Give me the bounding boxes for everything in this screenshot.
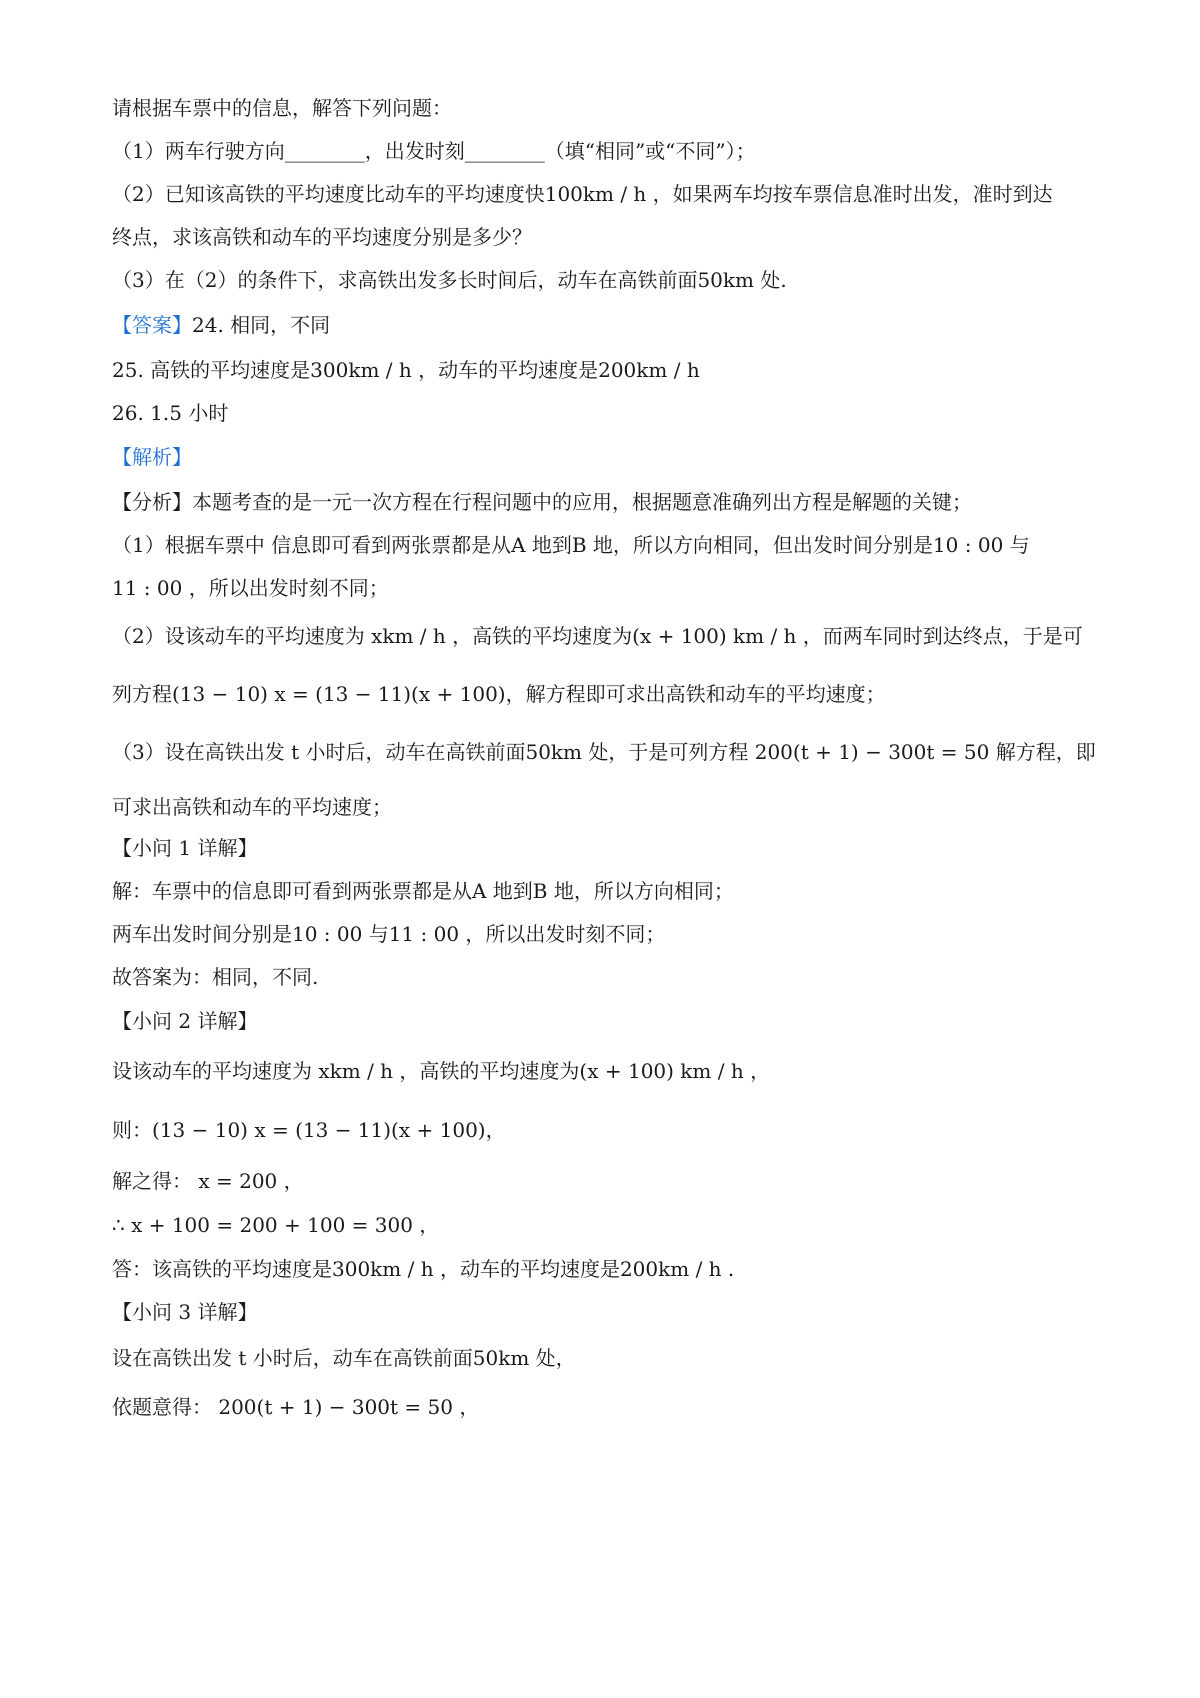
sub-question-3-heading: 【小问 3 详解】 xyxy=(112,1300,258,1324)
sub2-line-5: 答：该高铁的平均速度是300km / h ，动车的平均速度是200km / h . xyxy=(112,1257,735,1281)
analysis-1-cont: 11 : 00 ，所以出发时刻不同； xyxy=(112,576,389,600)
analysis-2: （2）设该动车的平均速度为 xkm / h ，高铁的平均速度为(x + 100) km / h ，而两车同时到达终点，于是可 xyxy=(112,624,1083,648)
sub-question-1-heading: 【小问 1 详解】 xyxy=(112,836,258,860)
answer-tag: 【答案】 xyxy=(112,313,192,337)
analysis-1: （1）根据车票中 信息即可看到两张票都是从A 地到B 地，所以方向相同，但出发时间分别是10 : 00 与 xyxy=(112,533,1030,557)
sub2-line-1: 设该动车的平均速度为 xkm / h ，高铁的平均速度为(x + 100) km / h ， xyxy=(112,1059,771,1083)
sub-question-2-heading: 【小问 2 详解】 xyxy=(112,1009,258,1033)
sub1-line-2: 两车出发时间分别是10 : 00 与11 : 00 ，所以出发时刻不同； xyxy=(112,922,666,946)
sub3-line-2: 依题意得： 200(t + 1) − 300t = 50 ， xyxy=(112,1395,480,1419)
question-1: （1）两车行驶方向________，出发时刻________（填“相同”或“不同”）； xyxy=(112,139,756,163)
analysis-intro: 【分析】本题考查的是一元一次方程在行程问题中的应用，根据题意准确列出方程是解题的关键； xyxy=(112,490,972,514)
answer-1: 24. 相同，不同 xyxy=(192,313,331,337)
question-2-cont: 终点，求该高铁和动车的平均速度分别是多少？ xyxy=(112,225,532,249)
intro-line: 请根据车票中的信息，解答下列问题： xyxy=(112,96,452,120)
sub2-line-3: 解之得： x = 200 ， xyxy=(112,1169,304,1193)
analysis-3-cont: 可求出高铁和动车的平均速度； xyxy=(112,795,392,819)
analysis-tag: 【解析】 xyxy=(112,445,192,469)
sub3-line-1: 设在高铁出发 t 小时后，动车在高铁前面50km 处， xyxy=(112,1346,576,1370)
question-3: （3）在（2）的条件下，求高铁出发多长时间后，动车在高铁前面50km 处. xyxy=(112,268,787,292)
sub2-line-4: ∴ x + 100 = 200 + 100 = 300 ， xyxy=(112,1213,440,1237)
sub2-line-2: 则：(13 − 10) x = (13 − 11)(x + 100)， xyxy=(112,1118,506,1142)
sub1-line-1: 解：车票中的信息即可看到两张票都是从A 地到B 地，所以方向相同； xyxy=(112,879,734,903)
analysis-2-cont: 列方程(13 − 10) x = (13 − 11)(x + 100)，解方程即可求出高铁和动车的平均速度； xyxy=(112,682,886,706)
sub1-line-3: 故答案为：相同，不同. xyxy=(112,965,319,989)
answer-3: 26. 1.5 小时 xyxy=(112,401,229,425)
answer-line-1 xyxy=(112,311,330,339)
analysis-3: （3）设在高铁出发 t 小时后，动车在高铁前面50km 处，于是可列方程 200(t + 1) − 300t = 50 解方程，即 xyxy=(112,740,1096,764)
question-2: （2）已知该高铁的平均速度比动车的平均速度快100km / h ，如果两车均按车票信息准时出发，准时到达 xyxy=(112,182,1053,206)
answer-2: 25. 高铁的平均速度是300km / h ，动车的平均速度是200km / h xyxy=(112,358,700,382)
